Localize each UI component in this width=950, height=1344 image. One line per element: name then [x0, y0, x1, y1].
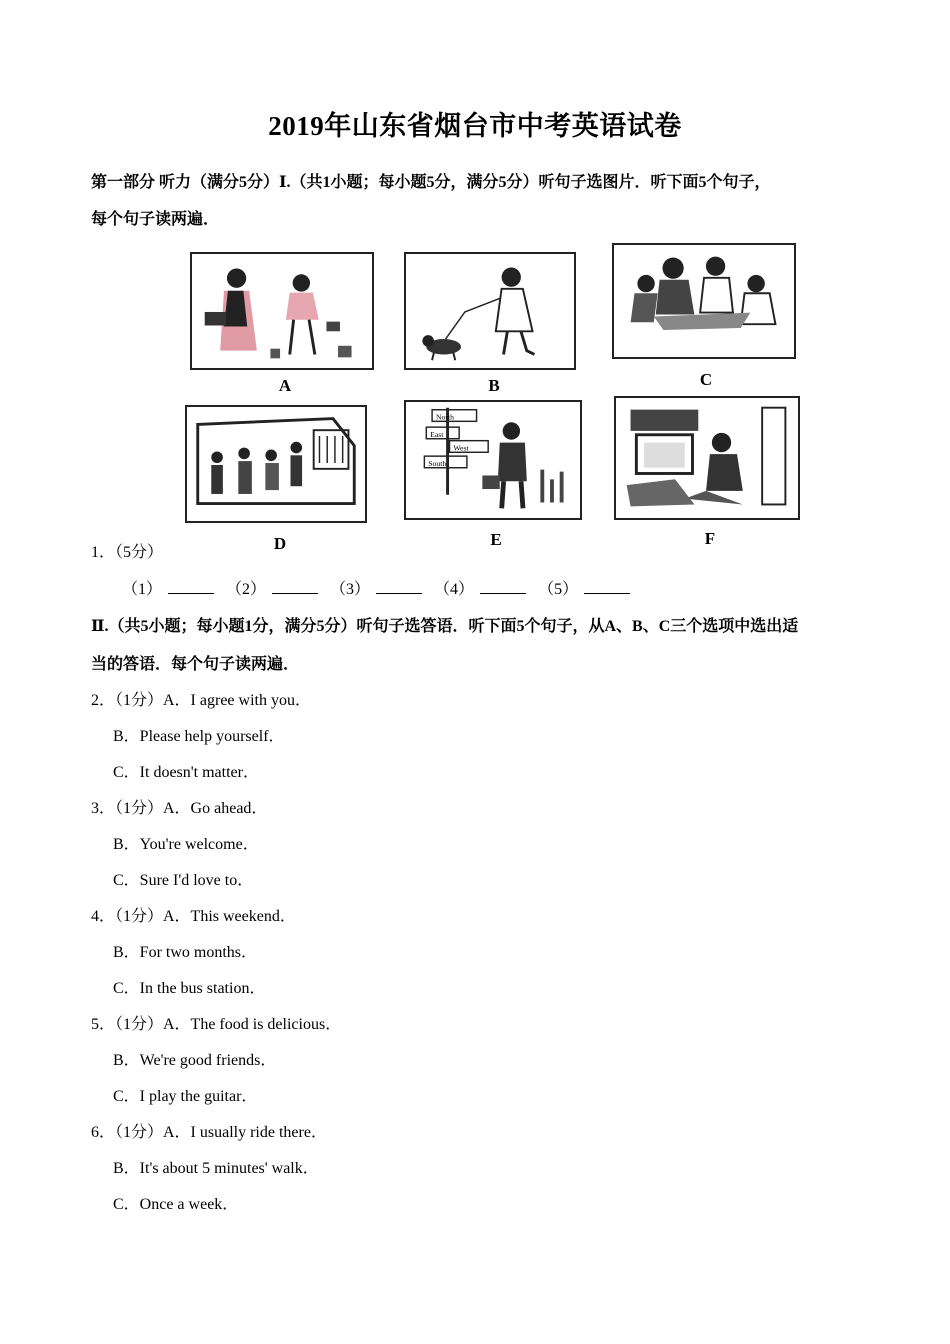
- group-discussion-icon: [614, 245, 794, 357]
- question-2-option-c: C．It doesn't matter．: [113, 764, 259, 781]
- part2-instruction-line1: Ⅱ.（共5小题；每小题1分，满分5分）听句子选答语．听下面5个句子，从A、B、C三个选项中选出适: [91, 618, 799, 635]
- answer-blanks-row: [122, 576, 638, 599]
- picture-d: [185, 405, 367, 523]
- part2-instruction-line2: 当的答语．每个句子读两遍．: [91, 656, 300, 673]
- page-title: 2019年山东省烟台市中考英语试卷: [268, 111, 682, 141]
- signpost-north: North: [435, 412, 454, 422]
- signpost-east: East: [430, 429, 444, 439]
- question-4-option-b: B．For two months．: [113, 944, 258, 961]
- picture-a: [190, 252, 374, 370]
- blank-4[interactable]: [480, 579, 526, 594]
- question-3-option-b: B．You're welcome．: [113, 836, 259, 853]
- picture-c-label: C: [699, 370, 713, 389]
- boy-at-computer-icon: [616, 398, 798, 518]
- question-3-stem: 3．（1分）A．Go ahead．: [91, 800, 268, 817]
- picture-d-label: D: [273, 534, 287, 553]
- picture-e-label: E: [490, 530, 502, 549]
- question-5-option-c: C．I play the guitar．: [113, 1088, 258, 1105]
- picture-f-label: F: [704, 529, 716, 548]
- picture-f: [614, 396, 800, 520]
- question-5-stem: 5．（1分）A．The food is delicious．: [91, 1016, 342, 1033]
- question-5-option-b: B．We're good friends．: [113, 1052, 277, 1069]
- question-2-option-b: B．Please help yourself．: [113, 728, 285, 745]
- question-6-stem: 6．（1分）A．I usually ride there．: [91, 1124, 327, 1141]
- blank-5[interactable]: [584, 579, 630, 594]
- picture-b: [404, 252, 576, 370]
- picture-a-label: A: [278, 376, 292, 395]
- picture-e: [404, 400, 582, 520]
- question-2-stem: 2．（1分）A．I agree with you．: [91, 692, 311, 709]
- question-4-option-c: C．In the bus station．: [113, 980, 266, 997]
- question-1: 1．（5分）: [91, 544, 164, 561]
- part1-instruction-line1: 第一部分 听力（满分5分）Ⅰ.（共1小题；每小题5分，满分5分）听句子选图片．听下面5个句子，: [91, 174, 771, 191]
- part1-instruction-line2: 每个句子读两遍．: [91, 211, 220, 228]
- question-6-option-b: B．It's about 5 minutes' walk．: [113, 1160, 319, 1177]
- blank-5-label: （5）: [538, 581, 579, 598]
- blank-2-label: （2）: [226, 581, 267, 598]
- bus-passengers-icon: [187, 407, 365, 521]
- shopping-women-icon: [192, 254, 372, 368]
- blank-3[interactable]: [376, 579, 422, 594]
- blank-2[interactable]: [272, 579, 318, 594]
- signpost-south: South: [428, 458, 447, 468]
- blank-1[interactable]: [168, 579, 214, 594]
- girl-walking-dog-icon: [406, 254, 574, 368]
- man-at-signpost-icon: [406, 402, 580, 518]
- question-3-option-c: C．Sure I'd love to．: [113, 872, 254, 889]
- blank-4-label: （4）: [434, 581, 475, 598]
- signpost-west: West: [453, 443, 469, 453]
- blank-1-label: （1）: [122, 581, 163, 598]
- question-4-stem: 4．（1分）A．This weekend．: [91, 908, 296, 925]
- question-6-option-c: C．Once a week．: [113, 1196, 239, 1213]
- picture-b-label: B: [488, 376, 500, 395]
- blank-3-label: （3）: [330, 581, 371, 598]
- picture-c: [612, 243, 796, 359]
